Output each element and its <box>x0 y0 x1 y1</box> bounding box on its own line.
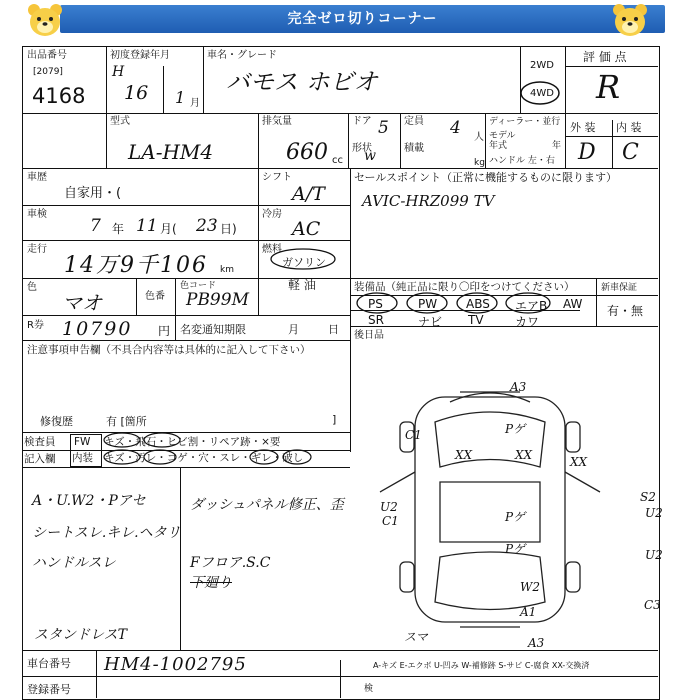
doors-value: 5 <box>378 118 389 138</box>
equipment-aw: AW <box>563 297 583 311</box>
lot-number: 4168 <box>32 84 86 108</box>
fw-items: キズ・飛石・ヒビ割・リペア跡・×要 <box>104 436 281 448</box>
note-right-1: ダッシュパネル修正、歪 <box>190 497 344 513</box>
model-year-label: モデル <box>489 131 516 141</box>
first-registration-label: 初度登録年月 <box>110 50 170 61</box>
damage-mark: XX <box>570 455 588 469</box>
shift-value: A/T <box>292 183 325 205</box>
chassis-value: HM4-1002795 <box>104 654 247 675</box>
mascot-icon <box>25 2 65 40</box>
first-registration-month: 1 <box>175 88 186 107</box>
equipment-tv: TV <box>468 313 484 327</box>
entry-label: 記入欄 <box>24 453 56 465</box>
note-right-3: 下廻り <box>190 575 232 591</box>
damage-mark: XX <box>515 448 533 462</box>
new-car-warranty-value: 有・無 <box>607 304 644 318</box>
fuel-label: 燃料 <box>262 244 282 255</box>
cooler-value: AC <box>292 218 321 240</box>
color-label: 色 <box>27 282 37 293</box>
damage-mark: C1 <box>405 428 422 442</box>
interior-items: キズ・汚レ・コゲ・穴・スレ・ギレ・破し <box>104 452 304 464</box>
equipment-circle-marks <box>355 290 555 316</box>
name-change-label: 名変通知期限 <box>180 323 246 336</box>
displacement-unit: cc <box>332 155 343 166</box>
model-value: LA-HM4 <box>128 140 214 164</box>
lot-number-label: 出品番号 <box>27 50 67 61</box>
damage-mark: スマ <box>404 630 428 644</box>
new-car-warranty-label: 新車保証 <box>601 283 638 293</box>
damage-mark: W2 <box>520 580 540 594</box>
fuel-diesel: 軽 油 <box>288 278 316 292</box>
repair-history-label: 修復歴 <box>40 415 73 428</box>
repair-history-close: ] <box>332 413 337 426</box>
interior-grade-value: C <box>622 140 639 165</box>
equipment-airbag: エアB <box>515 299 548 313</box>
interior-grade-label: 内 装 <box>616 121 642 134</box>
banner-title: 完全ゼロ切りコーナー <box>287 11 438 27</box>
note-left-1: A・U.W2・Pアセ <box>32 493 146 509</box>
model-label: 型式 <box>110 116 130 127</box>
exterior-grade-value: D <box>578 140 596 165</box>
recycle-label: R券 <box>27 320 44 331</box>
doors-label: ドア <box>352 116 372 127</box>
fuel-circle-mark <box>268 247 338 271</box>
sales-point-value: AVIC-HRZ099 TV <box>362 192 495 210</box>
displacement-value: 660 <box>286 140 328 165</box>
recycle-unit: 円 <box>158 324 171 338</box>
damage-mark: A3 <box>528 636 545 650</box>
inspection-label: 車検 <box>27 209 47 220</box>
damage-mark: C3 <box>644 598 661 612</box>
inspection-year-unit: 年 <box>112 222 125 236</box>
exterior-grade-label: 外 装 <box>570 121 596 134</box>
displacement-label: 排気量 <box>262 116 292 127</box>
car-name-value: バモス ホビオ <box>226 68 378 96</box>
delivery-date-label: 後日品 <box>354 330 384 341</box>
car-name-label: 車名・グレード <box>207 50 277 61</box>
month-unit: 月 <box>190 98 200 109</box>
inspection-day-unit: 日) <box>220 222 237 236</box>
damage-mark: Pゲ <box>505 422 526 436</box>
damage-mark: A1 <box>520 605 537 619</box>
fw-label: FW <box>74 436 91 448</box>
notes-label: 注意事項申告欄（不具合内容等は具体的に記入して下さい） <box>27 344 311 356</box>
inspection-mark-label: 検 <box>364 684 374 694</box>
equipment-label: 装備品（純正品に限り〇印をつけてください） <box>354 281 575 293</box>
vehicle-history-label: 車歴 <box>27 172 47 183</box>
vehicle-history-value: 自家用・( <box>64 186 122 201</box>
inspector-label: 検査員 <box>24 436 56 448</box>
equipment-sr: SR <box>368 313 384 327</box>
registration-label: 登録番号 <box>27 683 71 696</box>
fuel-gasoline: ガソリン <box>282 256 326 269</box>
damage-mark: Pゲ <box>505 542 526 556</box>
handle-label: ハンドル 左・右 <box>489 156 555 166</box>
mileage-unit: km <box>220 265 234 275</box>
inspection-day: 23 <box>196 216 218 236</box>
capacity-label: 定員 <box>404 116 424 127</box>
lot-year: [2079] <box>33 67 63 77</box>
capacity-unit: 人 <box>474 132 484 143</box>
chassis-label: 車台番号 <box>27 657 71 670</box>
model-year-unit: 年 <box>552 141 562 151</box>
capacity-value: 4 <box>450 118 461 138</box>
damage-mark: U2 <box>645 548 663 562</box>
sales-point-label: セールスポイント（正常に機能するものに限ります） <box>354 171 618 184</box>
color-code-value: PB99M <box>186 290 249 310</box>
first-registration-era: H <box>112 64 125 80</box>
damage-mark: A3 <box>510 380 527 394</box>
note-right-2: Fフロア.S.C <box>190 555 271 571</box>
color-code-label: 色番 <box>145 291 165 302</box>
damage-mark: XX <box>455 448 473 462</box>
equipment-pw: PW <box>418 297 438 311</box>
load-label: 積載 <box>404 143 424 154</box>
color-value: マオ <box>62 291 102 315</box>
title-banner <box>60 5 665 33</box>
score-label: 評 価 点 <box>583 50 627 64</box>
equipment-ps: PS <box>368 297 383 311</box>
damage-mark: C1 <box>382 514 399 528</box>
repair-history-value: 有 [箇所 <box>106 415 147 428</box>
recycle-value: 10790 <box>62 318 133 340</box>
inspection-month-unit: 月( <box>160 222 177 236</box>
note-left-4: スタンドレスT <box>34 627 127 643</box>
name-change-day-unit: 日 <box>328 323 339 336</box>
mascot-icon <box>610 2 650 40</box>
mileage-value: 14万9千106 <box>64 253 208 278</box>
inspector-circle-marks <box>102 432 352 468</box>
dealer-label: ディーラー・並行 <box>489 117 561 127</box>
shape-value: w <box>364 148 376 164</box>
4wd-label: 4WD <box>530 88 554 99</box>
model-year-sub-label: 年式 <box>489 141 508 151</box>
interior-label: 内装 <box>72 452 93 464</box>
2wd-label: 2WD <box>530 60 554 71</box>
load-unit: kg <box>474 158 485 168</box>
cooler-label: 冷房 <box>262 209 282 220</box>
inspection-year: 7 <box>90 216 101 236</box>
shift-label: シフト <box>262 172 292 183</box>
equipment-navi: ナビ <box>418 315 443 329</box>
name-change-month-unit: 月 <box>288 323 299 336</box>
damage-mark: Pゲ <box>505 510 526 524</box>
equipment-abs: ABS <box>466 297 490 311</box>
shape-label: 形状 <box>352 143 372 154</box>
color-code-sub-label: 色コード <box>180 281 217 291</box>
mileage-label: 走行 <box>27 244 47 255</box>
inspection-month: 11 <box>136 216 158 236</box>
damage-legend: A-キズ E-エクボ U-凹み W-補修跡 S-サビ C-腐食 XX-交換済 <box>373 661 590 670</box>
4wd-circle-mark <box>518 80 562 106</box>
damage-mark: U2 <box>380 500 398 514</box>
note-left-2: シートスレ.キレ.ヘタリ <box>32 525 181 541</box>
damage-mark: S2 <box>640 490 656 504</box>
equipment-leather: カワ <box>515 315 540 329</box>
damage-mark: U2 <box>645 506 663 520</box>
first-registration-year: 16 <box>124 82 149 104</box>
score-value: R <box>596 68 621 106</box>
note-left-3: ハンドルスレ <box>32 555 116 571</box>
